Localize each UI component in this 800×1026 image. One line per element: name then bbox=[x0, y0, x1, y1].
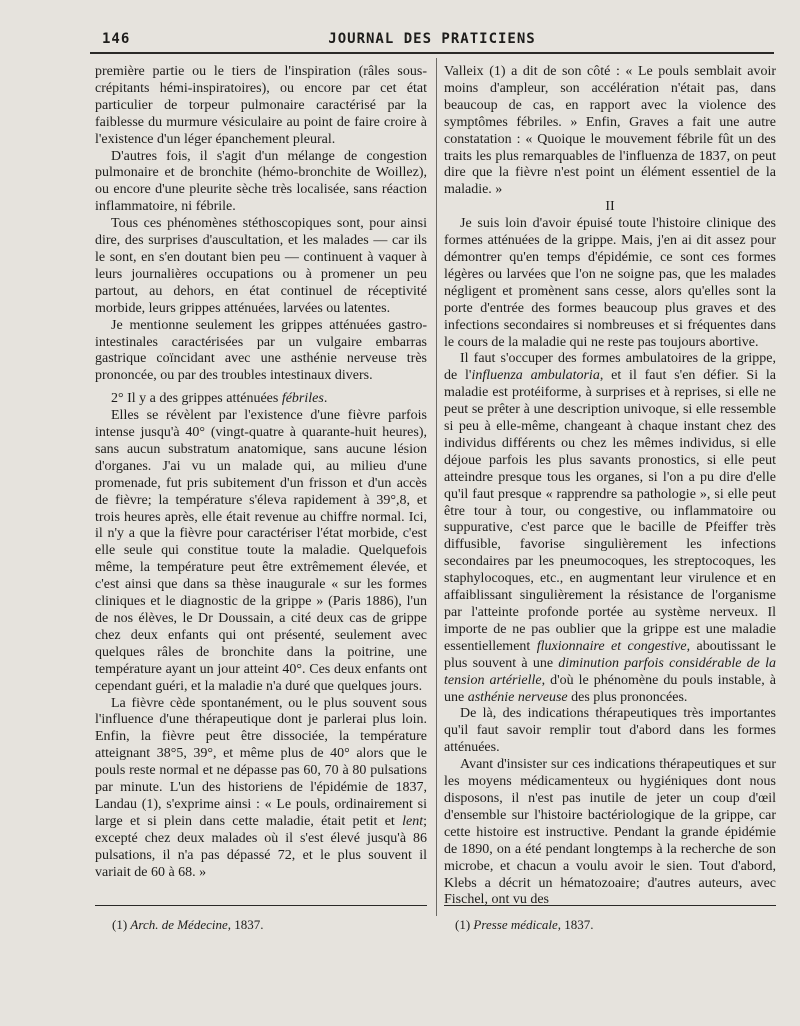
footnote-right bbox=[455, 917, 594, 933]
emphasis: asthénie nerveuse bbox=[467, 689, 568, 705]
text-run: La fièvre cède spontanément, ou le plus souvent sous l'influence d'une thérapeutique dont je parlerai plus loin. Enfin, la fièvre peut être dissociée, la température atteignant 38°5, 39°, et même plus de 40° alors que le pouls reste normal et ne dépasse pas 60, 70 à 80 pulsations par minute. L'un des historiens de l'épidémie de 1837, Landau (1), s'exprime ainsi : « Le pouls, ordinairement si large et si plein dans cette maladie, était petit et bbox=[95, 695, 427, 829]
footnote-number: (1) bbox=[455, 917, 474, 932]
text-run: des plus prononcées. bbox=[567, 689, 688, 705]
paragraph: De là, des indications thérapeutiques très importantes qu'il faut savoir remplir tout d'abord dans les formes atténuées. bbox=[444, 706, 776, 756]
emphasis: lent bbox=[402, 813, 424, 829]
text-run: ; excepté chez deux malades où il s'est élevé jusqu'à 86 pulsations, il n'a pas dépassé 72, et le plus souvent il variait de 60 à 68. » bbox=[95, 813, 427, 880]
heading-emphasis: fébriles bbox=[281, 391, 324, 407]
section-heading-febriles bbox=[95, 391, 427, 408]
right-column bbox=[444, 64, 776, 909]
paragraph: Tous ces phénomènes stéthoscopiques sont, pour ainsi dire, des surprises d'auscultation, et les malades — car ils le sont, en s'en doutant bien peu — continuent à vaquer à leurs journalières occupations ou à promener un peu partout, au dehors, en état continuel de réceptivité morbide, leurs grippes atténuées, larvées ou latentes. bbox=[95, 216, 427, 316]
paragraph: Elles se révèlent par l'existence d'une fièvre parfois intense jusqu'à 40° (vingt-quatre à quarante-huit heures), sans aucun substratum anatomique, sans aucune lésion d'organes. J'ai vu un malade qui, au milieu d'une promenade, fut pris subitement d'un frisson et d'un accès de fièvre; la température s'éleva rapidement à 39°,8, et trois heures après, elle était revenue au chiffre normal. Ici, il n'y a que la fièvre pour caractériser l'état morbide, c'est elle seule qui constitue toute la maladie. Quelquefois même, la température peut être extrêmement élevée, et c'est ainsi que dans sa thèse inaugurale « sur les formes cliniques et le diagnostic de la grippe » (Paris 1886), l'un de nos élèves, le Dr Doussain, a cité deux cas de grippe chez deux enfants qui ont présenté, seulement avec quelques râles de bronchite dans la poitrine, une température ayant un jour atteint 40°. Ces deux enfants ont cependant guéri, et la maladie n'a duré que quelques jours. bbox=[95, 408, 427, 694]
heading-text: 2° Il y a des grippes atténuées bbox=[111, 391, 282, 407]
column-divider bbox=[436, 58, 437, 916]
footnote-number: (1) bbox=[112, 917, 131, 932]
left-column bbox=[95, 64, 427, 882]
footnote-year: , 1837. bbox=[557, 917, 594, 932]
paragraph: Je mentionne seulement les grippes atténuées gastro-intestinales caractérisées par un vulgaire embarras gastrique coïncidant avec une asthénie nerveuse très prononcée, ou par des troubles intestinaux divers. bbox=[95, 317, 427, 384]
paragraph-pulse bbox=[95, 696, 427, 882]
footnote-left bbox=[112, 917, 264, 933]
footnote-rule-right bbox=[444, 905, 776, 906]
emphasis: influenza ambulatoria bbox=[471, 368, 600, 384]
heading-punct: . bbox=[323, 391, 328, 407]
paragraph: Avant d'insister sur ces indications thérapeutiques et sur les moyens médicamenteux ou hygiéniques dont nous disposons, il n'est pas inutile de jeter un coup d'œil d'ensemble sur l'histoire bactériologique de la grippe, car cette histoire est instructive. Pendant la grande épidémie de 1890, on a été pendant longtemps à la recherche de son microbe, et chacun a voulu avoir le sien. Tout d'abord, Klebs a décrit un hématozoaire; d'autres auteurs, avec Fischel, ont vu des bbox=[444, 757, 776, 908]
emphasis: fluxionnaire et congestive bbox=[536, 638, 687, 654]
section-numeral: II bbox=[605, 199, 615, 215]
text-run: , d'où le phénomène du pouls instable, à une bbox=[444, 672, 776, 705]
paragraph: Je suis loin d'avoir épuisé toute l'histoire clinique des formes atténuées de la grippe. Mais, j'en ai dit assez pour démontrer qu'en temps d'épidémie, ce sont ces formes légères ou larvées que l'on ne soigne pas, que les malades négligent et promènent sans cesse, alors qu'elles sont la porte d'entrée des formes beaucoup plus graves et des infections secondaires si nombreuses et si fréquentes dans le cours de la maladie qui ne reste pas toujours abortive. bbox=[444, 216, 776, 350]
footnote-source: Arch. de Médecine bbox=[130, 917, 228, 932]
footnote-year: , 1837. bbox=[227, 917, 264, 932]
page-number: 146 bbox=[102, 31, 131, 47]
page-header bbox=[90, 30, 774, 54]
footnote-source: Presse médicale bbox=[473, 917, 558, 932]
text-run: Il faut s'occuper des formes ambulatoires de la grippe, de l' bbox=[444, 351, 776, 384]
running-title: JOURNAL DES PRATICIENS bbox=[328, 31, 536, 47]
emphasis: diminution parfois considérable de la tension artérielle bbox=[444, 655, 776, 688]
paragraph: Valleix (1) a dit de son côté : « Le pouls semblait avoir moins d'ampleur, son accélération n'était pas, dans beaucoup de cas, en rapport avec la violence des symptômes fébriles. » Enfin, Graves a fait une autre constatation : « Quoique le mouvement fébrile fût un des traits les plus remarquables de l'influenza de 1837, on peut dire que la fièvre n'est point un élément essentiel de la maladie. » bbox=[444, 64, 776, 198]
text-run: , aboutissant le plus souvent à une bbox=[444, 638, 776, 671]
paragraph: première partie ou le tiers de l'inspiration (râles sous-crépitants hémi-inspiratoires), ou encore par cet état particulier de torpeur pulmonaire caractérisé par la faiblesse du murmure vésiculaire au point de faire croire à l'existence d'un léger épanchement pleural. bbox=[95, 64, 427, 147]
paragraph: D'autres fois, il s'agit d'un mélange de congestion pulmonaire et de bronchite (hémo-bronchite de Woillez), ou encore d'une pleurite sèche très localisée, sans réaction inflammatoire, ni fébrile. bbox=[95, 148, 427, 215]
footnote-rule-left bbox=[95, 905, 427, 906]
paragraph-ambulatoria bbox=[444, 351, 776, 706]
text-run: , et il faut s'en défier. Si la maladie est protéiforme, à surprises et à reprises, si elle ne peut se prêter à une description univoque, si elle ressemble si peu à elle-même, changeant à chaque instant chez des individus différents ou chez les mêmes individus, si elle déjoue parfois les plus savants pronostics, si elle peut atteindre presque tous les organes, si l'on a pu dire d'elle qu'il faut presque « rapprendre sa pathologie », si elle peut être tour à tour, ou congestive, ou inflammatoire ou suppurative, c'est parce que le bacille de Pfeiffer très diffusible, favorise singulièrement les infections secondaires par les pneumocoques, les streptocoques, les staphylocoques, etc., en augmentant leur virulence et en affaiblissant singulièrement la résistance de l'organisme par l'atteinte profonde portée au système nerveux. Il importe de ne pas oublier que la grippe est une maladie essentiellement bbox=[444, 368, 776, 654]
